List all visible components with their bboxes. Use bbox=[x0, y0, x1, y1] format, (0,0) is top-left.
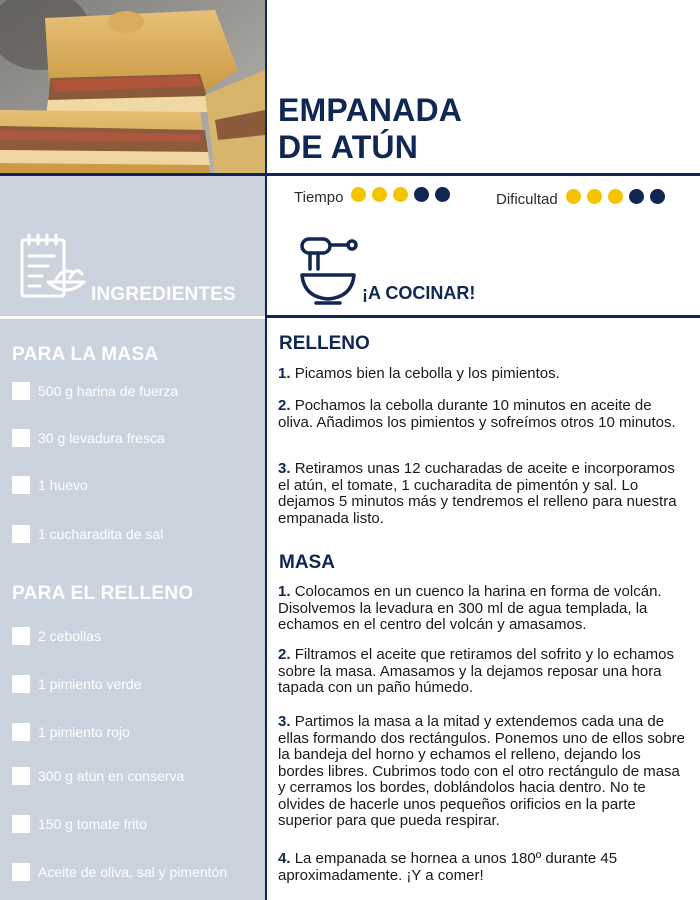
step-text: La empanada se hornea a unos 180º durante 45 aproximadamente. ¡Y a comer! bbox=[278, 850, 618, 884]
ingredient-label: 1 cucharadita de sal bbox=[38, 526, 164, 542]
cooking-header bbox=[298, 235, 498, 315]
time-rating bbox=[294, 187, 456, 207]
step-number: 2. bbox=[278, 646, 291, 663]
ingredient-checkbox[interactable] bbox=[12, 815, 30, 833]
rating-dot-filled bbox=[566, 189, 581, 204]
group-title-masa: PARA LA MASA bbox=[12, 344, 159, 365]
step-number: 1. bbox=[278, 365, 291, 382]
ingredient-label: 30 g levadura fresca bbox=[38, 430, 165, 446]
step-text: Picamos bien la cebolla y los pimientos. bbox=[294, 365, 560, 382]
ingredient-item bbox=[12, 723, 130, 741]
ingredient-checkbox[interactable] bbox=[12, 525, 30, 543]
ingredient-label: Aceite de oliva, sal y pimentón bbox=[38, 864, 228, 880]
cooking-divider bbox=[265, 315, 700, 318]
ingredient-item bbox=[12, 476, 88, 494]
step-number: 2. bbox=[278, 397, 291, 414]
ingredient-item bbox=[12, 627, 101, 645]
ingredients-divider bbox=[0, 316, 265, 319]
section-title-masa: MASA bbox=[279, 552, 335, 573]
notepad-ingredients-icon bbox=[18, 232, 88, 302]
step-item bbox=[278, 647, 690, 697]
ingredient-checkbox[interactable] bbox=[12, 863, 30, 881]
header-divider bbox=[0, 173, 700, 176]
ingredient-label: 500 g harina de fuerza bbox=[38, 383, 179, 399]
step-item bbox=[278, 366, 690, 383]
ingredient-label: 300 g atún en conserva bbox=[38, 768, 185, 784]
step-item bbox=[278, 461, 690, 527]
step-item bbox=[278, 584, 690, 634]
ingredient-label: 1 pimiento rojo bbox=[38, 724, 130, 740]
section-title-relleno: RELLENO bbox=[279, 333, 370, 354]
ingredient-checkbox[interactable] bbox=[12, 382, 30, 400]
ingredient-checkbox[interactable] bbox=[12, 675, 30, 693]
rating-dot-empty bbox=[629, 189, 644, 204]
cooking-heading: ¡A COCINAR! bbox=[362, 283, 476, 303]
ingredient-item bbox=[12, 525, 163, 543]
step-number: 4. bbox=[278, 850, 291, 867]
rating-dot-empty bbox=[414, 187, 429, 202]
rating-dot-filled bbox=[608, 189, 623, 204]
ingredient-label: 1 pimiento verde bbox=[38, 676, 142, 692]
mixer-bowl-icon bbox=[298, 235, 360, 307]
ingredient-item bbox=[12, 815, 147, 833]
time-dots bbox=[351, 187, 456, 207]
rating-dot-filled bbox=[372, 187, 387, 202]
rating-dot-empty bbox=[435, 187, 450, 202]
step-text: Pochamos la cebolla durante 10 minutos en aceite de oliva. Añadimos los pimientos y sofreímos otros 10 minutos. bbox=[278, 397, 676, 431]
ingredient-item bbox=[12, 863, 227, 881]
ingredient-item bbox=[12, 382, 178, 400]
step-text: Filtramos el aceite que retiramos del sofrito y lo echamos sobre la masa. Amasamos y la dejamos reposar una hora tapada con un paño húmedo. bbox=[278, 646, 675, 696]
step-number: 1. bbox=[278, 583, 291, 600]
ingredient-item bbox=[12, 429, 165, 447]
ingredient-checkbox[interactable] bbox=[12, 627, 30, 645]
step-item bbox=[278, 851, 690, 884]
ingredient-item bbox=[12, 675, 142, 693]
rating-dot-empty bbox=[650, 189, 665, 204]
title-line-2: DE ATÚN bbox=[278, 129, 419, 165]
ingredients-header bbox=[0, 220, 265, 310]
group-title-relleno: PARA EL RELLENO bbox=[12, 583, 194, 604]
time-label: Tiempo bbox=[294, 188, 344, 206]
step-number: 3. bbox=[278, 460, 291, 477]
rating-dot-filled bbox=[587, 189, 602, 204]
recipe-title bbox=[278, 92, 462, 166]
ingredient-checkbox[interactable] bbox=[12, 429, 30, 447]
empanada-photo bbox=[0, 0, 265, 173]
ingredient-item bbox=[12, 767, 184, 785]
ingredient-label: 1 huevo bbox=[38, 477, 88, 493]
step-text: Colocamos en un cuenco la harina en forma de volcán. Disolvemos la levadura en 300 ml de agua templada, la echamos en el centro del volcán y amasamos. bbox=[278, 583, 662, 633]
step-text: Partimos la masa a la mitad y extendemos cada una de ellas formando dos rectángulos. Ponemos uno de ellos sobre la bandeja del horno y echamos el relleno, dejando los bordes libres. Cubrimos todo con el otro rectángulo de masa y cerramos los bordes, doblándolos hacia dentro. No te olvides de hacerle unos pequeños orificios en la parte superior para que pueda respirar. bbox=[278, 713, 685, 829]
difficulty-label: Dificultad bbox=[496, 190, 558, 208]
ingredient-label: 150 g tomate frito bbox=[38, 816, 147, 832]
ingredients-heading: INGREDIENTES bbox=[91, 284, 236, 305]
step-item bbox=[278, 714, 690, 830]
step-item bbox=[278, 398, 690, 431]
ingredient-checkbox[interactable] bbox=[12, 723, 30, 741]
rating-dot-filled bbox=[393, 187, 408, 202]
title-line-1: EMPANADA bbox=[278, 92, 463, 128]
step-number: 3. bbox=[278, 713, 291, 730]
difficulty-dots bbox=[566, 189, 671, 209]
ingredient-checkbox[interactable] bbox=[12, 476, 30, 494]
ingredient-label: 2 cebollas bbox=[38, 628, 102, 644]
rating-dot-filled bbox=[351, 187, 366, 202]
column-divider bbox=[265, 0, 267, 900]
ingredient-checkbox[interactable] bbox=[12, 767, 30, 785]
difficulty-rating bbox=[496, 189, 671, 209]
step-text: Retiramos unas 12 cucharadas de aceite e incorporamos el atún, el tomate, 1 cucharadita de pimentón y sal. Lo dejamos 5 minutos más y tendremos el relleno para nuestra empanada listo. bbox=[278, 460, 677, 527]
